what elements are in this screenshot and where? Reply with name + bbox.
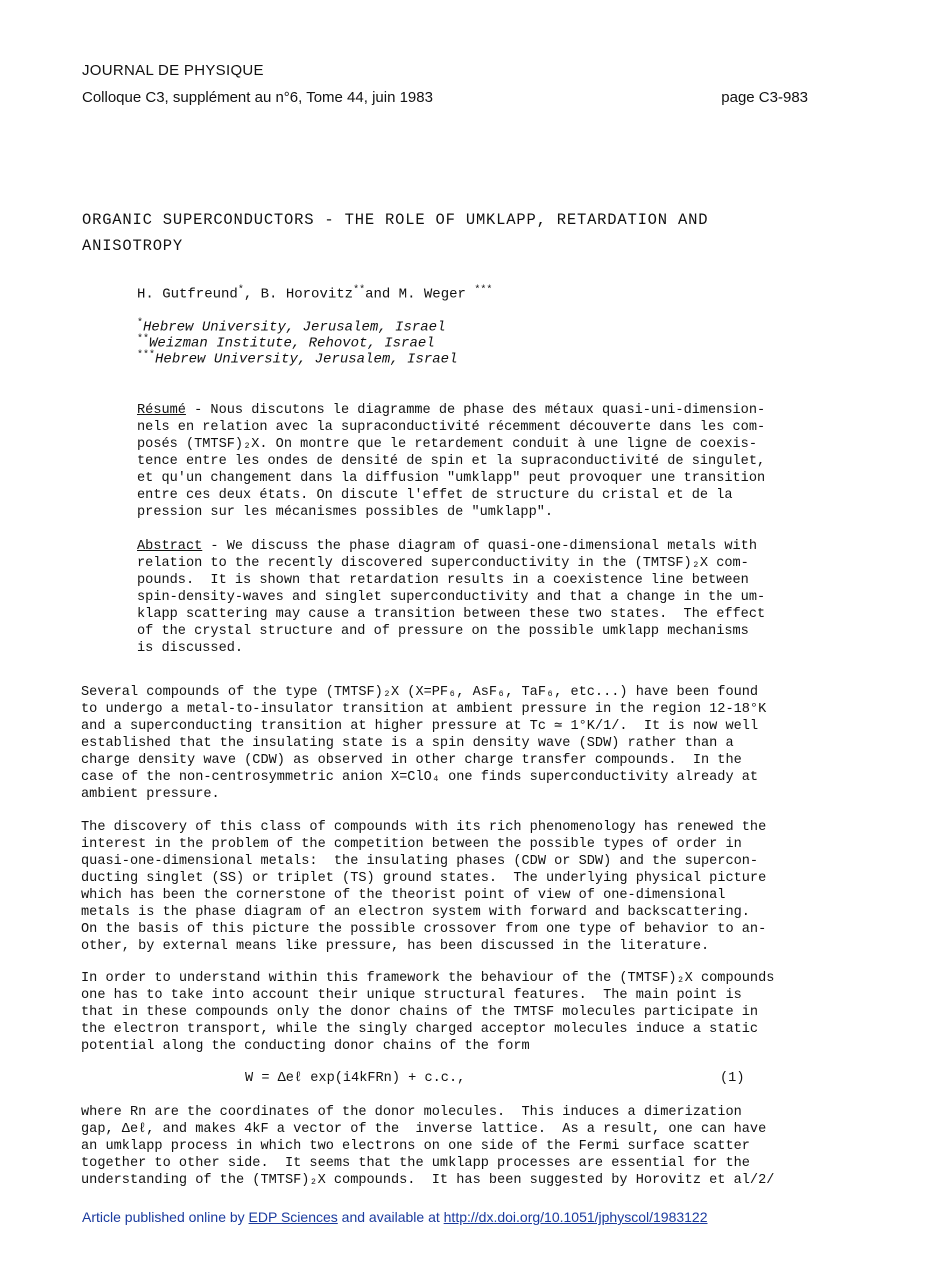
edp-sciences-link[interactable]: EDP Sciences — [248, 1209, 338, 1225]
affiliation-1 — [137, 318, 445, 336]
resume-line: entre ces deux états. On discute l'effet de structure du cristal et de la — [137, 488, 733, 503]
body-line: that in these compounds only the donor chains of the TMTSF molecules participate in — [81, 1005, 759, 1020]
body-line: quasi-one-dimensional metals: the insulating phases (CDW or SDW) and the supercon- — [81, 854, 759, 869]
abstract-line: spin-density-waves and singlet superconductivity and that a change in the um- — [137, 590, 766, 605]
body-line: an umklapp process in which two electrons on one side of the Fermi surface scatter — [81, 1139, 750, 1154]
resume-line: posés (TMTSF)₂X. On montre que le retardement conduit à une ligne de coexis- — [137, 437, 757, 452]
affiliation-mark: * — [137, 318, 144, 329]
abstract-label: Abstract — [137, 539, 203, 554]
body-line: case of the non-centrosymmetric anion X=ClO₄ one finds superconductivity already at — [81, 770, 759, 785]
body-line: On the basis of this picture the possible crossover from one type of behavior to an- — [81, 922, 767, 937]
author-mark-3: *** — [474, 285, 493, 296]
affiliation-text: Hebrew University, Jerusalem, Israel — [143, 319, 446, 336]
body-line: understanding of the (TMTSF)₂X compounds. It has been suggested by Horovitz et al/2/ — [81, 1173, 775, 1188]
body-line: where Rn are the coordinates of the donor molecules. This induces a dimerization — [81, 1105, 742, 1120]
author-horovitz: , B. Horovitz — [243, 286, 354, 303]
author-mark-1: * — [237, 285, 244, 296]
resume-label: Résumé — [137, 403, 186, 418]
affiliation-text: Hebrew University, Jerusalem, Israel — [155, 351, 458, 368]
author-weger: and M. Weger — [365, 286, 466, 303]
resume-line: tence entre les ondes de densité de spin et la supraconductivité de singulet, — [137, 454, 766, 469]
body-line: and a superconducting transition at higher pressure at Tc ≃ 1°K/1/. It is now well — [81, 719, 759, 734]
body-line: The discovery of this class of compounds with its rich phenomenology has renewed the — [81, 820, 767, 835]
journal-name: JOURNAL DE PHYSIQUE — [82, 62, 264, 79]
equation-number: (1) — [720, 1071, 745, 1086]
author-line — [137, 285, 492, 303]
resume-line: - Nous discutons le diagramme de phase des métaux quasi-uni-dimension- — [185, 403, 766, 418]
body-paragraph-2 — [81, 819, 766, 955]
body-paragraph-3 — [81, 970, 774, 1055]
body-paragraph-4 — [81, 1104, 774, 1189]
abstract-line: is discussed. — [137, 641, 244, 656]
body-line: interest in the problem of the competition between the possible types of order in — [81, 837, 742, 852]
publication-footer — [82, 1209, 708, 1225]
body-line: ambient pressure. — [81, 787, 220, 802]
body-line: metals is the phase diagram of an electron system with forward and backscattering. — [81, 905, 750, 920]
affiliation-mark: ** — [137, 334, 150, 345]
equation-1: W = Δeℓ exp(i4kFRn) + c.c., — [245, 1071, 466, 1086]
abstract-line: - We discuss the phase diagram of quasi-one-dimensional metals with — [202, 539, 757, 554]
abstract-line: pounds. It is shown that retardation results in a coexistence line between — [137, 573, 749, 588]
body-line: charge density wave (CDW) as observed in other charge transfer compounds. In the — [81, 753, 742, 768]
body-line: gap, Δeℓ, and makes 4kF a vector of the inverse lattice. As a result, one can have — [81, 1122, 767, 1137]
abstract-line: of the crystal structure and of pressure on the possible umklapp mechanisms — [137, 624, 749, 639]
body-line: the electron transport, while the singly charged acceptor molecules induce a static — [81, 1022, 759, 1037]
body-line: potential along the conducting donor chains of the form — [81, 1039, 530, 1054]
paper-title: ORGANIC SUPERCONDUCTORS - THE ROLE OF UMKLAPP, RETARDATION AND ANISOTROPY — [82, 211, 709, 255]
footer-prefix: Article published online by — [82, 1209, 249, 1225]
affiliation-3 — [137, 350, 457, 368]
page-number: page C3-983 — [721, 89, 808, 106]
affiliation-text: Weizman Institute, Rehovot, Israel — [149, 335, 435, 352]
colloque-info: Colloque C3, supplément au n°6, Tome 44, juin 1983 — [82, 89, 433, 106]
author-mark-2: ** — [353, 285, 366, 296]
body-line: which has been the cornerstone of the theorist point of view of one-dimensional — [81, 888, 726, 903]
footer-middle: and available at — [337, 1209, 444, 1225]
body-line: one has to take into account their unique structural features. The main point is — [81, 988, 742, 1003]
affiliation-2 — [137, 334, 435, 352]
doi-link[interactable]: http://dx.doi.org/10.1051/jphyscol/1983122 — [443, 1209, 708, 1225]
body-paragraph-1 — [81, 684, 766, 803]
body-line: together to other side. It seems that the umklapp processes are essential for the — [81, 1156, 750, 1171]
resume-line: nels en relation avec la supraconductivité récemment découverte dans les com- — [137, 420, 766, 435]
affiliation-mark: *** — [137, 350, 156, 361]
author-gutfreund: H. Gutfreund — [137, 286, 238, 303]
body-line: other, by external means like pressure, has been discussed in the literature. — [81, 939, 710, 954]
abstract-line: klapp scattering may cause a transition between these two states. The effect — [137, 607, 766, 622]
body-line: established that the insulating state is a spin density wave (SDW) rather than a — [81, 736, 734, 751]
body-line: In order to understand within this framework the behaviour of the (TMTSF)₂X compounds — [81, 971, 775, 986]
resume-line: et qu'un changement dans la diffusion "umklapp" peut provoquer une transition — [137, 471, 766, 486]
body-line: ducting singlet (SS) or triplet (TS) ground states. The underlying physical picture — [81, 871, 767, 886]
resume-block — [137, 402, 765, 521]
abstract-line: relation to the recently discovered superconductivity in the (TMTSF)₂X com- — [137, 556, 749, 571]
body-line: to undergo a metal-to-insulator transition at ambient pressure in the region 12-18°K — [81, 702, 767, 717]
body-line: Several compounds of the type (TMTSF)₂X (X=PF₆, AsF₆, TaF₆, etc...) have been found — [81, 685, 759, 700]
resume-line: pression sur les mécanismes possibles de "umklapp". — [137, 505, 554, 520]
abstract-block — [137, 538, 765, 657]
